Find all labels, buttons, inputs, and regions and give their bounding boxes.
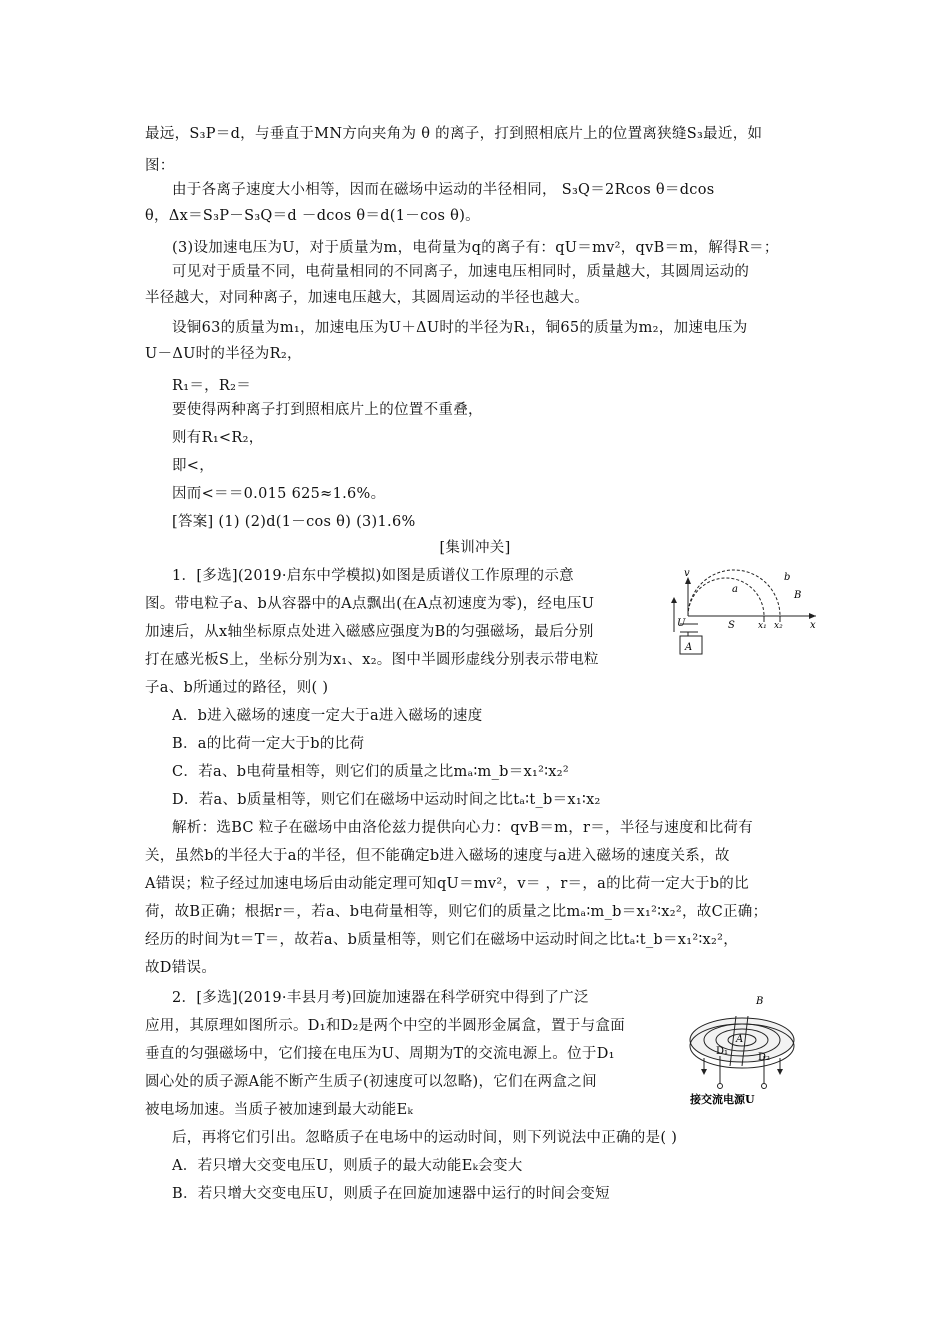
text-line: (3)设加速电压为U，对于质量为m，电荷量为q的离子有：qU＝mv²，qvB＝m，解得R＝； [172, 240, 779, 256]
text-line: 图： [145, 158, 175, 174]
solution-text: 经历的时间为t＝T＝，故若a、b质量相等，则它们在磁场中运动时间之比tₐ∶t_b＝x₁²∶x₂²， [145, 932, 739, 948]
answer-line: [答案] (1) (2)d(1－cos θ) (3)1.6% [172, 514, 416, 530]
text-line: θ，Δx＝S₃P－S₃Q＝d －dcos θ＝d(1－cos θ)。 [145, 208, 480, 224]
U-label: U [677, 618, 686, 629]
a-label: a [732, 584, 738, 595]
B-label: B [794, 590, 802, 601]
text-line: 设铜63的质量为m₁，加速电压为U＋ΔU时的半径为R₁，铜65的质量为m₂，加速电压为 [172, 320, 748, 336]
question-1-text: 加速后，从x轴坐标原点处进入磁感应强度为B的匀强磁场，最后分别 [145, 624, 594, 640]
cyclotron-figure [686, 988, 804, 1106]
question-2-text: 应用，其原理如图所示。D₁和D₂是两个中空的半圆形金属盒，置于与盒面 [145, 1018, 626, 1034]
text-line: 则有R₁<R₂， [172, 430, 264, 446]
solution-text: 故D错误。 [145, 960, 217, 976]
text-line: 即<， [172, 458, 215, 474]
S-label: S [728, 620, 735, 631]
option-a: A．若只增大交变电压U，则质子的最大动能Eₖ会变大 [172, 1158, 523, 1174]
text-line: 半径越大，对同种离子，加速电压越大，其圆周运动的半径也越大。 [145, 290, 589, 306]
question-2-text: 2．[多选](2019·丰县月考)回旋加速器在科学研究中得到了广泛 [172, 990, 589, 1006]
text-line: 由于各离子速度大小相等，因而在磁场中运动的半径相同， S₃Q＝2Rcos θ＝dcos [172, 182, 715, 198]
option-b: B．若只增大交变电压U，则质子在回旋加速器中运行的时间会变短 [172, 1186, 610, 1202]
text-line: U－ΔU时的半径为R₂， [145, 346, 302, 362]
question-2-text: 后，再将它们引出。忽略质子在电场中的运动时间，则下列说法中正确的是( ) [172, 1130, 678, 1146]
text-line: R₁＝，R₂＝ [172, 378, 252, 394]
D2-label: D₂ [758, 1052, 771, 1063]
v-label: v [684, 568, 690, 579]
A-label: A [685, 642, 693, 653]
solution-text: 荷，故B正确；根据r＝，若a、b电荷量相等，则它们的质量之比mₐ∶m_b＝x₁²∶x₂²，故C正确； [145, 904, 768, 920]
text-line: 因而<＝＝0.015 625≈1.6%。 [172, 486, 386, 502]
solution-text: A错误；粒子经过加速电场后由动能定理可知qU＝mv²，v＝ ，r＝，a的比荷一定大于b的比 [145, 876, 749, 892]
question-1-text: 1．[多选](2019·启东中学模拟)如图是质谱仪工作原理的示意 [172, 568, 574, 584]
solution-text: 解析：选BC 粒子在磁场中由洛伦兹力提供向心力：qvB＝m，r＝，半径与速度和比荷有 [172, 820, 754, 836]
x2-label: x₂ [774, 621, 783, 631]
option-a: A．b进入磁场的速度一定大于a进入磁场的速度 [172, 708, 483, 724]
text-line: 要使得两种离子打到照相底片上的位置不重叠， [172, 402, 483, 418]
question-2-text: 圆心处的质子源A能不断产生质子(初速度可以忽略)，它们在两盒之间 [145, 1074, 597, 1090]
option-b: B．a的比荷一定大于b的比荷 [172, 736, 365, 752]
section-heading: [集训冲关] [439, 540, 511, 556]
D1-label: D₁ [716, 1046, 729, 1057]
text-line: 可见对于质量不同，电荷量相同的不同离子，加速电压相同时，质量越大，其圆周运动的 [172, 264, 750, 280]
option-d: D．若a、b质量相等，则它们在磁场中运动时间之比tₐ∶t_b＝x₁∶x₂ [172, 792, 601, 808]
b-label: b [784, 572, 791, 583]
option-c: C．若a、b电荷量相等，则它们的质量之比mₐ∶m_b＝x₁²∶x₂² [172, 764, 569, 780]
mass-spectrometer-figure [668, 566, 820, 662]
figure-caption: 接交流电源U [690, 1093, 755, 1106]
solution-text: 关，虽然b的半径大于a的半径，但不能确定b进入磁场的速度与a进入磁场的速度关系，故 [145, 848, 730, 864]
question-1-text: 图。带电粒子a、b从容器中的A点飘出(在A点初速度为零)，经电压U [145, 596, 595, 612]
text-line: 最远，S₃P＝d，与垂直于MN方向夹角为 θ 的离子，打到照相底片上的位置离狭缝S₃最近，如 [145, 126, 763, 142]
question-1-text: 打在感光板S上，坐标分别为x₁、x₂。图中半圆形虚线分别表示带电粒 [145, 652, 599, 668]
B-label: B [756, 996, 764, 1007]
x1-label: x₁ [758, 621, 767, 631]
A-label: A [736, 1034, 744, 1045]
question-2-text: 被电场加速。当质子被加速到最大动能Eₖ [145, 1102, 414, 1118]
question-2-text: 垂直的匀强磁场中，它们接在电压为U、周期为T的交流电源上。位于D₁ [145, 1046, 615, 1062]
x-axis-label: x [810, 620, 816, 631]
question-1-text: 子a、b所通过的路径，则( ) [145, 680, 329, 696]
